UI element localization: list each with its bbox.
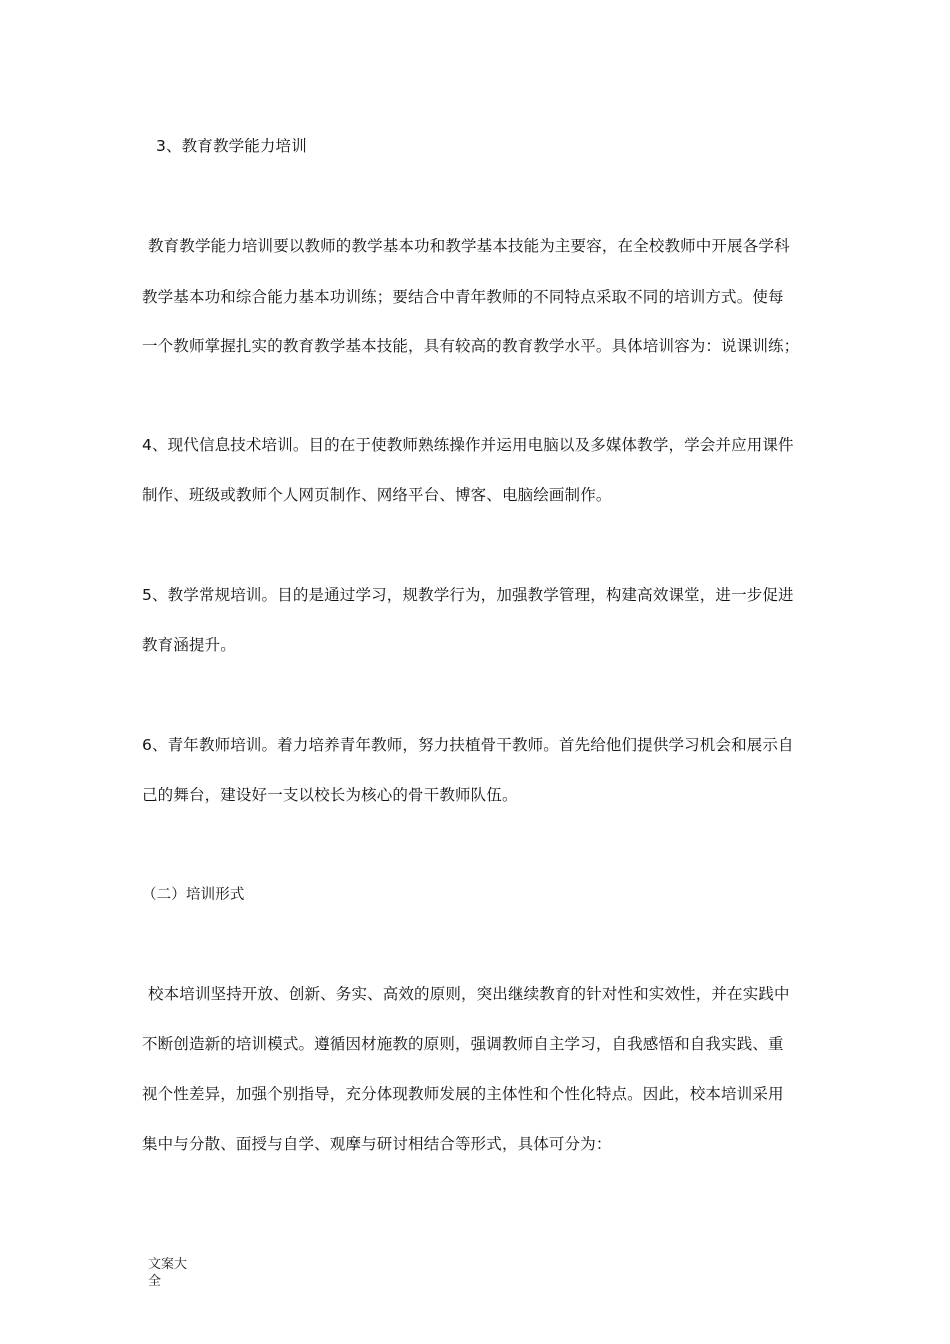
footer-text-line-2: 全	[148, 1274, 162, 1289]
paragraph-4-line-1: 4、现代信息技术培训。目的在于使教师熟练操作并运用电脑以及多媒体教学，学会并应用课件	[142, 436, 794, 454]
paragraph-form-line-2: 不断创造新的培训模式。遵循因材施教的原则，强调教师自主学习，自我感悟和自我实践、重	[142, 1035, 784, 1053]
section-heading: （二）培训形式	[142, 887, 245, 903]
paragraph-6-line-1: 6、青年教师培训。着力培养青年教师，努力扶植骨干教师。首先给他们提供学习机会和展示自	[142, 736, 794, 754]
paragraph-6-line-2: 己的舞台，建设好一支以校长为核心的骨干教师队伍。	[142, 786, 518, 804]
footer-text-line-1: 文案大	[148, 1257, 188, 1272]
heading-3: 3、教育教学能力培训	[156, 137, 307, 155]
paragraph-4-line-2: 制作、班级或教师个人网页制作、网络平台、博客、电脑绘画制作。	[142, 486, 612, 504]
paragraph-5-line-2: 教育涵提升。	[142, 636, 236, 654]
paragraph-form-line-4: 集中与分散、面授与自学、观摩与研讨相结合等形式，具体可分为：	[142, 1135, 612, 1153]
paragraph-3-line-3: 一个教师掌握扎实的教育教学基本技能，具有较高的教育教学水平。具体培训容为：说课训练；	[142, 337, 800, 355]
paragraph-3-line-2: 教学基本功和综合能力基本功训练；要结合中青年教师的不同特点采取不同的培训方式。使每	[142, 288, 784, 306]
paragraph-form-line-3: 视个性差异，加强个别指导，充分体现教师发展的主体性和个性化特点。因此，校本培训采用	[142, 1085, 784, 1103]
paragraph-3-line-1: 教育教学能力培训要以教师的教学基本功和教学基本技能为主要容，在全校教师中开展各学科	[148, 237, 790, 255]
paragraph-5-line-1: 5、教学常规培训。目的是通过学习，规教学行为，加强教学管理，构建高效课堂，进一步促进	[142, 586, 794, 604]
paragraph-form-line-1: 校本培训坚持开放、创新、务实、高效的原则，突出继续教育的针对性和实效性，并在实践中	[148, 985, 790, 1003]
